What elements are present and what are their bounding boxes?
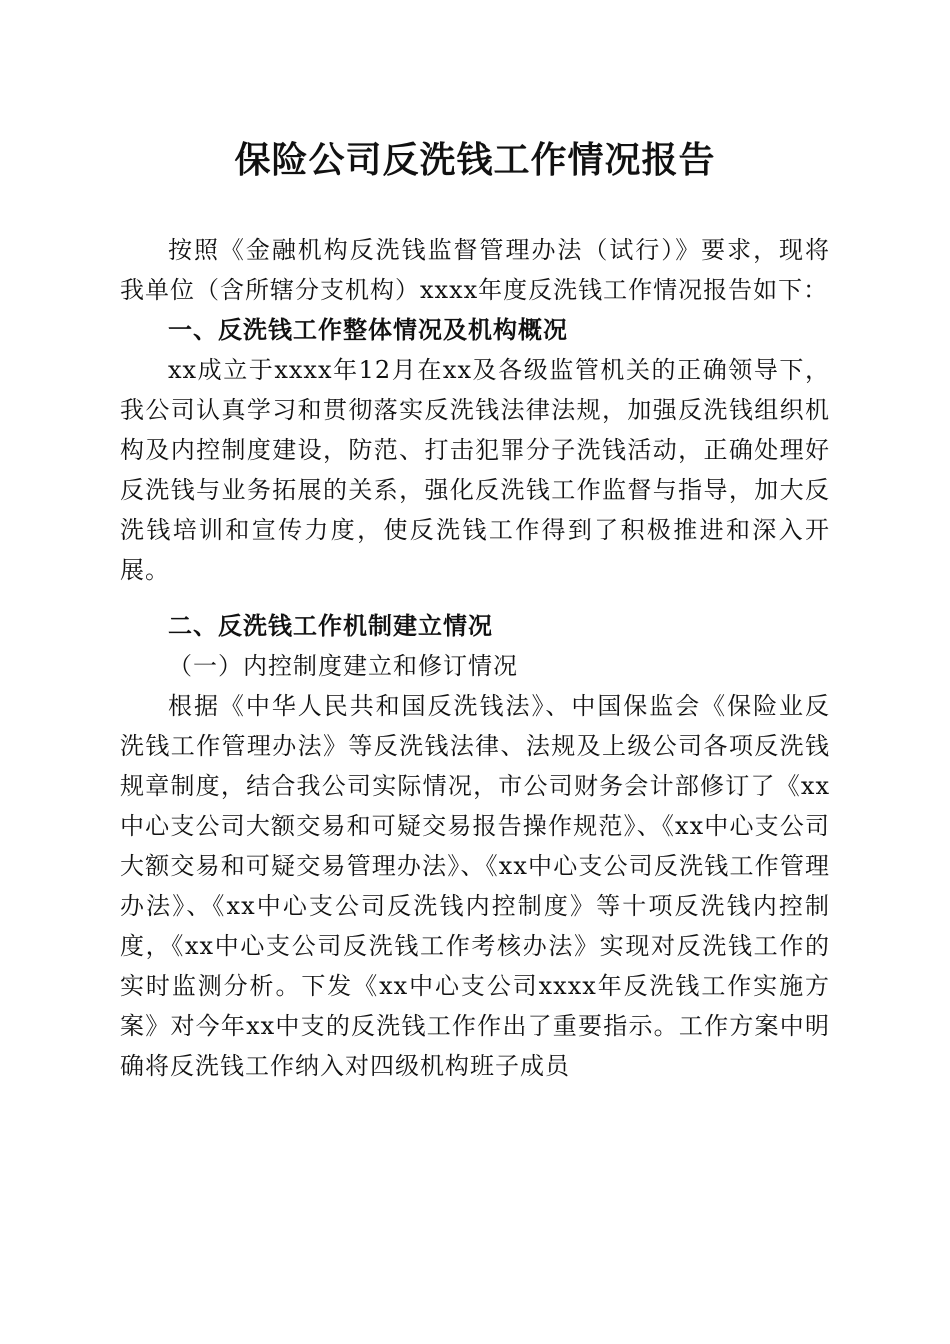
section-2-subheading: （一）内控制度建立和修订情况	[168, 652, 518, 680]
spacer	[120, 590, 830, 606]
section-1-heading: 一、反洗钱工作整体情况及机构概况	[168, 316, 568, 344]
section-2-heading: 二、反洗钱工作机制建立情况	[168, 612, 493, 640]
document-body	[120, 230, 830, 1086]
document-title: 保险公司反洗钱工作情况报告	[234, 139, 716, 181]
intro-paragraph: 按照《金融机构反洗钱监督管理办法（试行）》要求，现将我单位（含所辖分支机构）xxxx年度反洗钱工作情况报告如下：	[120, 236, 830, 304]
section-2-paragraph: 根据《中华人民共和国反洗钱法》、中国保监会《保险业反洗钱工作管理办法》等反洗钱法律、法规及上级公司各项反洗钱规章制度，结合我公司实际情况，市公司财务会计部修订了《xx中心支公司大额交易和可疑交易报告操作规范》、《xx中心支公司大额交易和可疑交易管理办法》、《xx中心支公司反洗钱工作管理办法》、《xx中心支公司反洗钱内控制度》等十项反洗钱内控制度，《xx中心支公司反洗钱工作考核办法》实现对反洗钱工作的实时监测分析。下发《xx中心支公司xxxx年反洗钱工作实施方案》对今年xx中支的反洗钱工作作出了重要指示。工作方案中明确将反洗钱工作纳入对四级机构班子成员	[120, 692, 830, 1080]
section-1-paragraph: xx成立于xxxx年12月在xx及各级监管机关的正确领导下，我公司认真学习和贯彻落实反洗钱法律法规，加强反洗钱组织机构及内控制度建设，防范、打击犯罪分子洗钱活动，正确处理好反洗钱与业务拓展的关系，强化反洗钱工作监督与指导，加大反洗钱培训和宣传力度，使反洗钱工作得到了积极推进和深入开展。	[120, 356, 830, 584]
